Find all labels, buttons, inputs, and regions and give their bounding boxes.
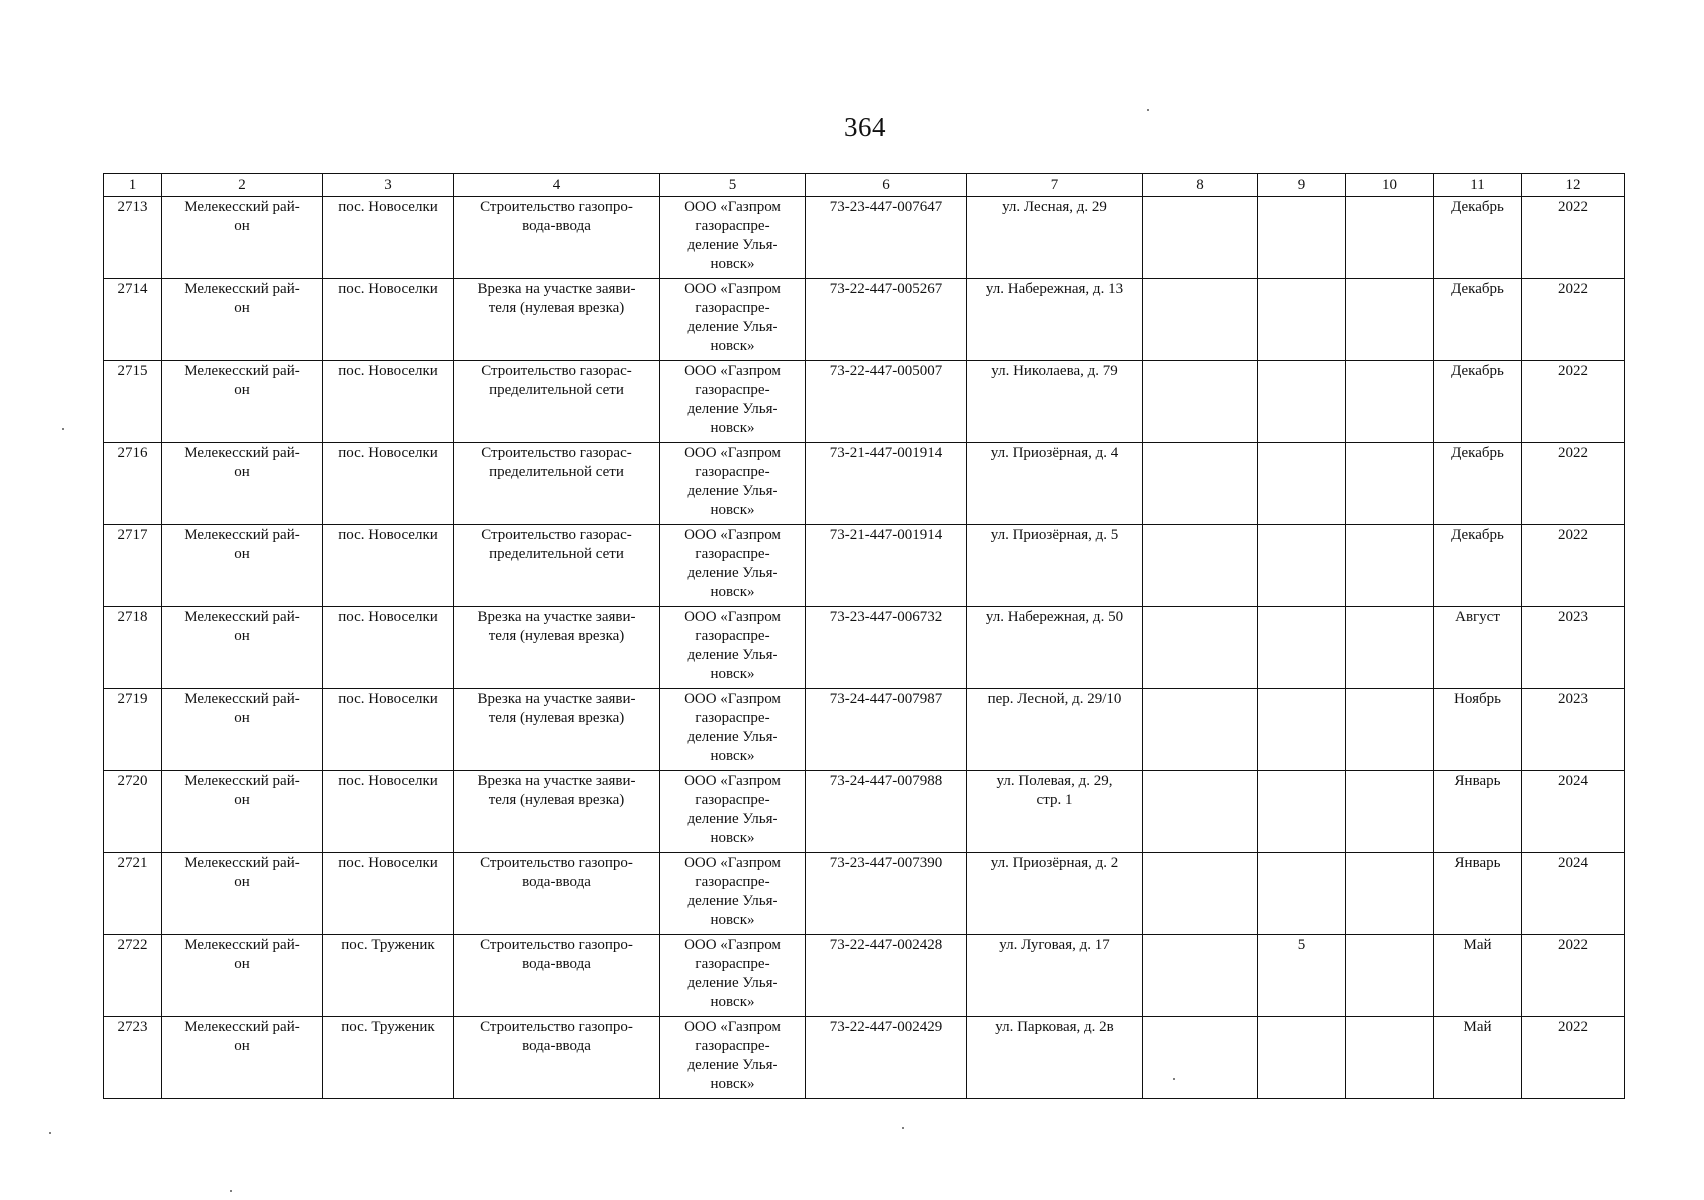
row-number-cell: 2722	[104, 935, 162, 1017]
settlement-cell: пос. Новоселки	[323, 443, 454, 525]
address-cell: ул. Полевая, д. 29, стр. 1	[967, 771, 1143, 853]
work-type-cell: Строительство газопро- вода-ввода	[454, 197, 660, 279]
col9-cell	[1258, 853, 1346, 935]
row-number-cell: 2715	[104, 361, 162, 443]
col9-cell	[1258, 443, 1346, 525]
settlement-cell: пос. Труженик	[323, 935, 454, 1017]
year-cell: 2022	[1522, 525, 1625, 607]
month-cell: Декабрь	[1434, 197, 1522, 279]
work-type-cell: Врезка на участке заяви- теля (нулевая врезка)	[454, 689, 660, 771]
table-row	[104, 771, 1625, 853]
settlement-cell: пос. Новоселки	[323, 771, 454, 853]
column-header-2: 2	[162, 174, 323, 197]
address-cell: ул. Приозёрная, д. 2	[967, 853, 1143, 935]
col8-cell	[1143, 935, 1258, 1017]
settlement-cell: пос. Новоселки	[323, 197, 454, 279]
district-cell: Мелекесский рай- он	[162, 443, 323, 525]
column-header-7: 7	[967, 174, 1143, 197]
column-header-1: 1	[104, 174, 162, 197]
work-type-cell: Врезка на участке заяви- теля (нулевая врезка)	[454, 279, 660, 361]
column-header-3: 3	[323, 174, 454, 197]
work-type-cell: Строительство газорас- пределительной сети	[454, 361, 660, 443]
table-row	[104, 607, 1625, 689]
col8-cell	[1143, 771, 1258, 853]
col9-cell	[1258, 1017, 1346, 1099]
organization-cell: ООО «Газпром газораспре- деление Улья- новск»	[660, 525, 806, 607]
code-cell: 73-21-447-001914	[806, 525, 967, 607]
address-cell: ул. Набережная, д. 50	[967, 607, 1143, 689]
column-header-6: 6	[806, 174, 967, 197]
organization-cell: ООО «Газпром газораспре- деление Улья- новск»	[660, 443, 806, 525]
column-header-5: 5	[660, 174, 806, 197]
district-cell: Мелекесский рай- он	[162, 361, 323, 443]
address-cell: ул. Набережная, д. 13	[967, 279, 1143, 361]
work-type-cell: Строительство газопро- вода-ввода	[454, 853, 660, 935]
year-cell: 2022	[1522, 1017, 1625, 1099]
col8-cell	[1143, 689, 1258, 771]
work-type-cell: Врезка на участке заяви- теля (нулевая врезка)	[454, 607, 660, 689]
month-cell: Декабрь	[1434, 279, 1522, 361]
col10-cell	[1346, 361, 1434, 443]
column-number-row	[104, 174, 1625, 197]
month-cell: Август	[1434, 607, 1522, 689]
work-type-cell: Строительство газопро- вода-ввода	[454, 1017, 660, 1099]
organization-cell: ООО «Газпром газораспре- деление Улья- новск»	[660, 935, 806, 1017]
col10-cell	[1346, 443, 1434, 525]
organization-cell: ООО «Газпром газораспре- деление Улья- новск»	[660, 197, 806, 279]
col9-cell	[1258, 361, 1346, 443]
scan-speck	[1147, 109, 1149, 111]
year-cell: 2023	[1522, 689, 1625, 771]
work-type-cell: Строительство газопро- вода-ввода	[454, 935, 660, 1017]
col9-cell: 5	[1258, 935, 1346, 1017]
month-cell: Январь	[1434, 771, 1522, 853]
row-number-cell: 2720	[104, 771, 162, 853]
code-cell: 73-23-447-006732	[806, 607, 967, 689]
col10-cell	[1346, 689, 1434, 771]
col8-cell	[1143, 1017, 1258, 1099]
district-cell: Мелекесский рай- он	[162, 279, 323, 361]
code-cell: 73-24-447-007988	[806, 771, 967, 853]
col10-cell	[1346, 279, 1434, 361]
row-number-cell: 2713	[104, 197, 162, 279]
col8-cell	[1143, 607, 1258, 689]
col9-cell	[1258, 197, 1346, 279]
col9-cell	[1258, 525, 1346, 607]
scan-speck	[49, 1132, 51, 1134]
table-row	[104, 853, 1625, 935]
organization-cell: ООО «Газпром газораспре- деление Улья- новск»	[660, 689, 806, 771]
col10-cell	[1346, 771, 1434, 853]
table-row	[104, 443, 1625, 525]
settlement-cell: пос. Труженик	[323, 1017, 454, 1099]
scan-speck	[230, 1190, 232, 1192]
col8-cell	[1143, 443, 1258, 525]
col8-cell	[1143, 525, 1258, 607]
col10-cell	[1346, 1017, 1434, 1099]
column-header-4: 4	[454, 174, 660, 197]
settlement-cell: пос. Новоселки	[323, 525, 454, 607]
district-cell: Мелекесский рай- он	[162, 853, 323, 935]
table-row	[104, 197, 1625, 279]
code-cell: 73-24-447-007987	[806, 689, 967, 771]
work-type-cell: Строительство газорас- пределительной сети	[454, 525, 660, 607]
code-cell: 73-21-447-001914	[806, 443, 967, 525]
column-header-12: 12	[1522, 174, 1625, 197]
page-number: 364	[844, 112, 886, 142]
col8-cell	[1143, 197, 1258, 279]
table-row	[104, 361, 1625, 443]
row-number-cell: 2721	[104, 853, 162, 935]
organization-cell: ООО «Газпром газораспре- деление Улья- новск»	[660, 279, 806, 361]
table-row	[104, 279, 1625, 361]
column-header-11: 11	[1434, 174, 1522, 197]
col8-cell	[1143, 361, 1258, 443]
address-cell: ул. Приозёрная, д. 4	[967, 443, 1143, 525]
settlement-cell: пос. Новоселки	[323, 853, 454, 935]
year-cell: 2022	[1522, 443, 1625, 525]
col8-cell	[1143, 853, 1258, 935]
row-number-cell: 2718	[104, 607, 162, 689]
address-cell: ул. Лесная, д. 29	[967, 197, 1143, 279]
organization-cell: ООО «Газпром газораспре- деление Улья- новск»	[660, 607, 806, 689]
year-cell: 2022	[1522, 279, 1625, 361]
district-cell: Мелекесский рай- он	[162, 689, 323, 771]
address-cell: пер. Лесной, д. 29/10	[967, 689, 1143, 771]
year-cell: 2022	[1522, 197, 1625, 279]
row-number-cell: 2717	[104, 525, 162, 607]
col9-cell	[1258, 689, 1346, 771]
col10-cell	[1346, 853, 1434, 935]
code-cell: 73-22-447-002428	[806, 935, 967, 1017]
address-cell: ул. Николаева, д. 79	[967, 361, 1143, 443]
district-cell: Мелекесский рай- он	[162, 771, 323, 853]
address-cell: ул. Луговая, д. 17	[967, 935, 1143, 1017]
col8-cell	[1143, 279, 1258, 361]
month-cell: Декабрь	[1434, 525, 1522, 607]
month-cell: Май	[1434, 1017, 1522, 1099]
column-header-8: 8	[1143, 174, 1258, 197]
table-row	[104, 689, 1625, 771]
row-number-cell: 2714	[104, 279, 162, 361]
district-cell: Мелекесский рай- он	[162, 935, 323, 1017]
month-cell: Январь	[1434, 853, 1522, 935]
organization-cell: ООО «Газпром газораспре- деление Улья- новск»	[660, 1017, 806, 1099]
organization-cell: ООО «Газпром газораспре- деление Улья- новск»	[660, 361, 806, 443]
row-number-cell: 2716	[104, 443, 162, 525]
gas-connection-register-table	[103, 173, 1625, 1099]
col9-cell	[1258, 279, 1346, 361]
settlement-cell: пос. Новоселки	[323, 689, 454, 771]
address-cell: ул. Приозёрная, д. 5	[967, 525, 1143, 607]
col9-cell	[1258, 607, 1346, 689]
month-cell: Декабрь	[1434, 443, 1522, 525]
month-cell: Май	[1434, 935, 1522, 1017]
table-row	[104, 1017, 1625, 1099]
settlement-cell: пос. Новоселки	[323, 361, 454, 443]
table-row	[104, 935, 1625, 1017]
settlement-cell: пос. Новоселки	[323, 607, 454, 689]
year-cell: 2024	[1522, 853, 1625, 935]
column-header-9: 9	[1258, 174, 1346, 197]
organization-cell: ООО «Газпром газораспре- деление Улья- новск»	[660, 853, 806, 935]
district-cell: Мелекесский рай- он	[162, 197, 323, 279]
code-cell: 73-23-447-007390	[806, 853, 967, 935]
col10-cell	[1346, 525, 1434, 607]
address-cell: ул. Парковая, д. 2в	[967, 1017, 1143, 1099]
year-cell: 2022	[1522, 361, 1625, 443]
col9-cell	[1258, 771, 1346, 853]
column-header-10: 10	[1346, 174, 1434, 197]
row-number-cell: 2723	[104, 1017, 162, 1099]
scan-speck	[1173, 1078, 1175, 1080]
month-cell: Декабрь	[1434, 361, 1522, 443]
organization-cell: ООО «Газпром газораспре- деление Улья- новск»	[660, 771, 806, 853]
year-cell: 2023	[1522, 607, 1625, 689]
col10-cell	[1346, 607, 1434, 689]
district-cell: Мелекесский рай- он	[162, 525, 323, 607]
row-number-cell: 2719	[104, 689, 162, 771]
month-cell: Ноябрь	[1434, 689, 1522, 771]
settlement-cell: пос. Новоселки	[323, 279, 454, 361]
code-cell: 73-22-447-005007	[806, 361, 967, 443]
code-cell: 73-22-447-005267	[806, 279, 967, 361]
year-cell: 2022	[1522, 935, 1625, 1017]
code-cell: 73-22-447-002429	[806, 1017, 967, 1099]
year-cell: 2024	[1522, 771, 1625, 853]
code-cell: 73-23-447-007647	[806, 197, 967, 279]
work-type-cell: Строительство газорас- пределительной сети	[454, 443, 660, 525]
scan-speck	[62, 428, 64, 430]
table-body	[104, 197, 1625, 1099]
work-type-cell: Врезка на участке заяви- теля (нулевая врезка)	[454, 771, 660, 853]
table-row	[104, 525, 1625, 607]
col10-cell	[1346, 935, 1434, 1017]
scan-speck	[902, 1127, 904, 1129]
district-cell: Мелекесский рай- он	[162, 1017, 323, 1099]
district-cell: Мелекесский рай- он	[162, 607, 323, 689]
col10-cell	[1346, 197, 1434, 279]
